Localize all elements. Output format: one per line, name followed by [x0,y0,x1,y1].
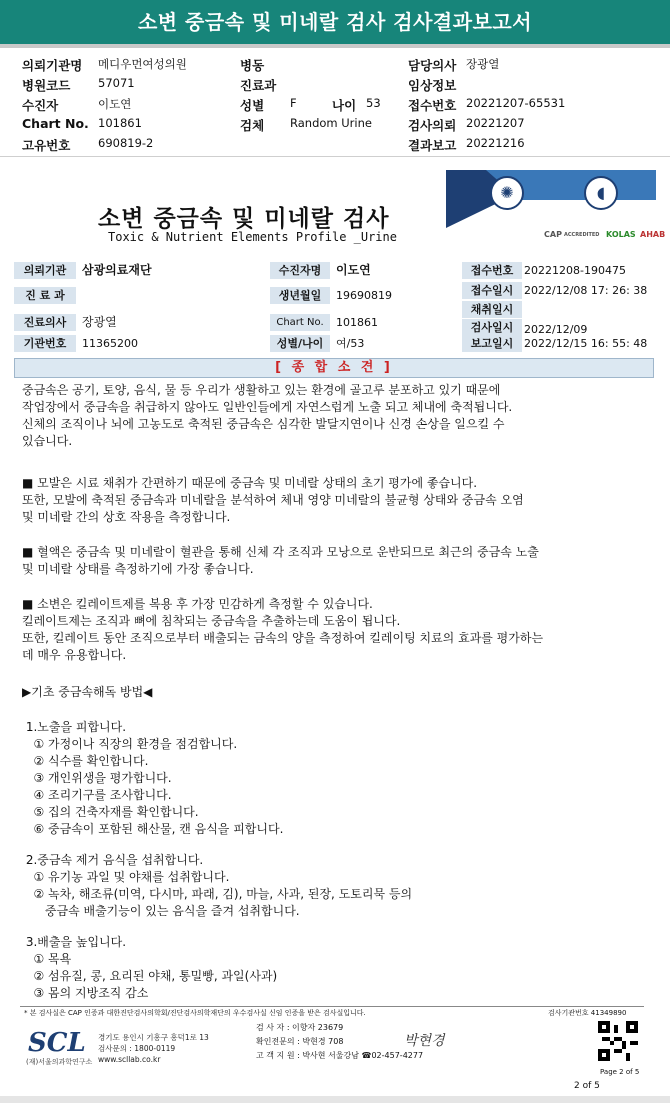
section-divider [0,156,670,157]
meta-row-4 [14,314,654,336]
body-line: 신체의 조직이나 뇌에 고농도로 축적된 중금속은 심각한 발달지연이나 신경 손상을 일으킬 수 [22,417,505,431]
info-row-5 [22,134,662,154]
value-receipt-no: 20221207-65531 [466,96,566,110]
meta-label-collection-time: 채취일시 [462,301,522,318]
label-request-date: 검사의뢰 [408,118,457,133]
meta-label-physician: 진료의사 [14,314,76,331]
value-report-date: 20221216 [466,136,525,150]
label-receipt-no: 접수번호 [408,98,457,113]
method-line: 중금속 배출기능이 있는 음식을 즐겨 섭취합니다. [22,904,300,918]
ahab-cert-logo: AHAB [640,230,666,239]
method-line: ③ 몸의 지방조직 감소 [22,986,149,1000]
value-request-date: 20221207 [466,116,525,130]
meta-value-sex-age: 여/53 [336,337,365,350]
value-sex: F [290,96,297,110]
qr-code-icon [598,1021,638,1061]
meta-label-institution: 의뢰기관 [14,262,76,279]
body-line: ■ 소변은 킬레이트제를 복용 후 가장 민감하게 측정할 수 있습니다. [22,597,373,611]
footer-address [98,1032,209,1065]
body-line: 킬레이트제는 조직과 뼈에 침착되는 중금속을 추출하는데 도움이 됩니다. [22,614,401,628]
body-line: 및 미네랄 간의 상호 작용을 측정합니다. [22,510,231,524]
footer-divider [20,1006,644,1007]
method-line: ① 가정이나 직장의 환경을 점검합니다. [22,737,238,751]
value-age: 53 [366,96,381,110]
meta-label-sex-age: 성별/나이 [270,335,330,352]
info-row-3 [22,94,662,114]
meta-label-patient-name: 수진자명 [270,262,330,279]
info-row-2 [22,74,662,94]
meta-label-test-time: 검사일시 [462,319,522,336]
cap-accredited-label: ACCREDITED [564,232,600,238]
scl-org-name: (재)서울의과학연구소 [26,1058,93,1066]
meta-row-1 [14,262,654,279]
body-line: 또한, 모발에 축적된 중금속과 미네랄을 분석하여 체내 영양 미네랄의 불균형 상태와 중금속 오염 [22,493,524,507]
page-indicator-small: Page 2 of 5 [600,1068,640,1076]
label-institution: 의뢰기관명 [22,58,83,73]
website-link[interactable]: www.scllab.co.kr [98,1055,161,1064]
header-graphic [446,170,666,250]
requester-info [22,54,662,154]
meta-value-institution: 삼광의료재단 [82,263,152,277]
staff-support: 고 객 지 원 : 박사현 서울강남 ☎02-457-4277 [256,1051,424,1060]
method-line: 3.배출을 높입니다. [22,935,127,949]
meta-label-department: 진 료 과 [14,287,76,304]
value-patient: 이도연 [98,97,132,111]
overall-opinion-heading: [ 종 합 소 견 ] [14,358,654,378]
meta-value-receipt-time: 2022/12/08 17: 26: 38 [524,284,648,297]
info-row-4 [22,114,662,134]
meta-value-physician: 장광열 [82,315,117,329]
meta-value-birthdate: 19690819 [336,289,392,302]
label-age: 나이 [332,98,357,113]
inquiry-line: 검사문의 : 1800-0119 [98,1044,176,1053]
meta-value-test-time: 2022/12/09 [524,323,588,336]
label-patient: 수진자 [22,98,59,113]
label-specimen: 검체 [240,118,265,133]
body-line: 데 매우 유용합니다. [22,648,127,662]
label-chart-no: Chart No. [22,116,89,131]
test-header [10,170,666,258]
method-line: ① 목욕 [22,952,72,966]
meta-label-report-time: 보고일시 [462,335,522,352]
method-line: ② 식수를 확인합니다. [22,754,149,768]
staff-tester: 검 사 자 : 이향자 23679 [256,1023,344,1032]
body-line: 중금속은 공기, 토양, 음식, 물 등 우리가 생활하고 있는 환경에 골고루 분포하고 있기 때문에 [22,383,501,397]
meta-value-patient-name: 이도연 [336,263,371,277]
meta-label-org-no: 기관번호 [14,335,76,352]
label-report-date: 결과보고 [408,138,457,153]
test-subtitle: Toxic & Nutrient Elements Profile _Urine [108,230,397,244]
meta-value-receipt-no: 20221208-190475 [524,264,626,277]
value-hospital-code: 57071 [98,76,135,90]
method-line: ② 녹차, 해조류(미역, 다시마, 파래, 김), 마늘, 사과, 된장, 도토리묵 등의 [22,887,413,901]
meta-label-chart-no: Chart No. [270,314,330,331]
cap-cert-logo: CAP [544,230,562,239]
opinion-body [22,382,652,1002]
footer-staff [256,1021,423,1063]
value-specimen: Random Urine [290,116,372,130]
method-line: 1.노출을 피합니다. [22,720,127,734]
method-line: 2.중금속 제거 음식을 섭취합니다. [22,853,204,867]
kolas-cert-logo: KOLAS [606,230,636,239]
footer-org-number: 검사기관번호 41349890 [548,1009,627,1017]
body-line: ■ 모발은 시료 채취가 간편하기 때문에 중금속 및 미네랄 상태의 초기 평가에 좋습니다. [22,476,478,490]
meta-value-chart-no: 101861 [336,316,378,329]
meta-row-5 [14,335,654,352]
label-hospital-code: 병원코드 [22,78,71,93]
method-line: ⑤ 집의 건축자재를 확인합니다. [22,805,199,819]
value-institution: 메디우먼여성의원 [98,57,187,71]
report-title: 소변 중금속 및 미네랄 검사 검사결과보고서 [0,0,670,44]
footer-accreditation-note: * 본 검사실은 CAP 인증과 대한진단검사의학회/진단검사의학재단의 우수검사실 신임 인증을 받은 검사실입니다. [24,1009,366,1017]
label-doctor: 담당의사 [408,58,457,73]
meta-label-receipt-time: 접수일시 [462,282,522,299]
method-line: ① 유기농 과일 및 야채를 섭취합니다. [22,870,230,884]
brain-icon: ✺ [490,176,524,210]
method-heading: ▶기초 중금속해독 방법◀ [22,685,153,699]
method-line: ③ 개인위생을 평가합니다. [22,771,172,785]
value-doctor: 장광열 [466,57,500,71]
body-line: 또한, 킬레이트 동안 조직으로부터 배출되는 금속의 양을 측정하여 킬레이팅 치료의 효과를 평가하는 [22,631,544,645]
staff-reviewer: 확인전문의 : 박현경 708 [256,1037,344,1046]
method-line: ④ 조리기구를 조사합니다. [22,788,172,802]
method-line: ② 섬유질, 콩, 요리된 야채, 통밀빵, 과일(사과) [22,969,278,983]
address-line: 경기도 용인시 기흥구 흥덕1로 13 [98,1033,209,1042]
method-line: ⑥ 중금속이 포함된 해산물, 캔 음식을 피합니다. [22,822,284,836]
bottom-edge [0,1096,670,1103]
scl-logo: SCL [28,1028,86,1058]
value-unique-id: 690819-2 [98,136,154,150]
page-indicator: 2 of 5 [574,1081,600,1091]
info-row-1 [22,54,662,74]
body-line: ■ 혈액은 중금속 및 미네랄이 혈관을 통해 신체 각 조직과 모낭으로 운반되므로 최근의 중금속 노출 [22,545,539,559]
body-line: 및 미네랄 상태를 측정하기에 가장 좋습니다. [22,562,254,576]
label-ward: 병동 [240,58,265,73]
meta-label-birthdate: 생년월일 [270,287,330,304]
meta-value-report-time: 2022/12/15 16: 55: 48 [524,337,648,350]
label-department: 진료과 [240,78,277,93]
body-line: 있습니다. [22,434,73,448]
label-clinical-info: 임상정보 [408,78,457,93]
signature-image: 박현경 [404,1033,445,1049]
meta-label-receipt-no: 접수번호 [462,262,522,279]
value-chart-no: 101861 [98,116,142,130]
title-underline [0,44,670,48]
test-title: 소변 중금속 및 미네랄 검사 [98,206,390,232]
meta-value-org-no: 11365200 [82,337,138,350]
body-line: 작업장에서 중금속을 취급하지 않아도 일반인들에게 자연스럽게 노출 되고 체내에 축적됩니다. [22,400,513,414]
label-sex: 성별 [240,98,265,113]
label-unique-id: 고유번호 [22,138,71,153]
capsule-icon: ◖ [584,176,618,210]
